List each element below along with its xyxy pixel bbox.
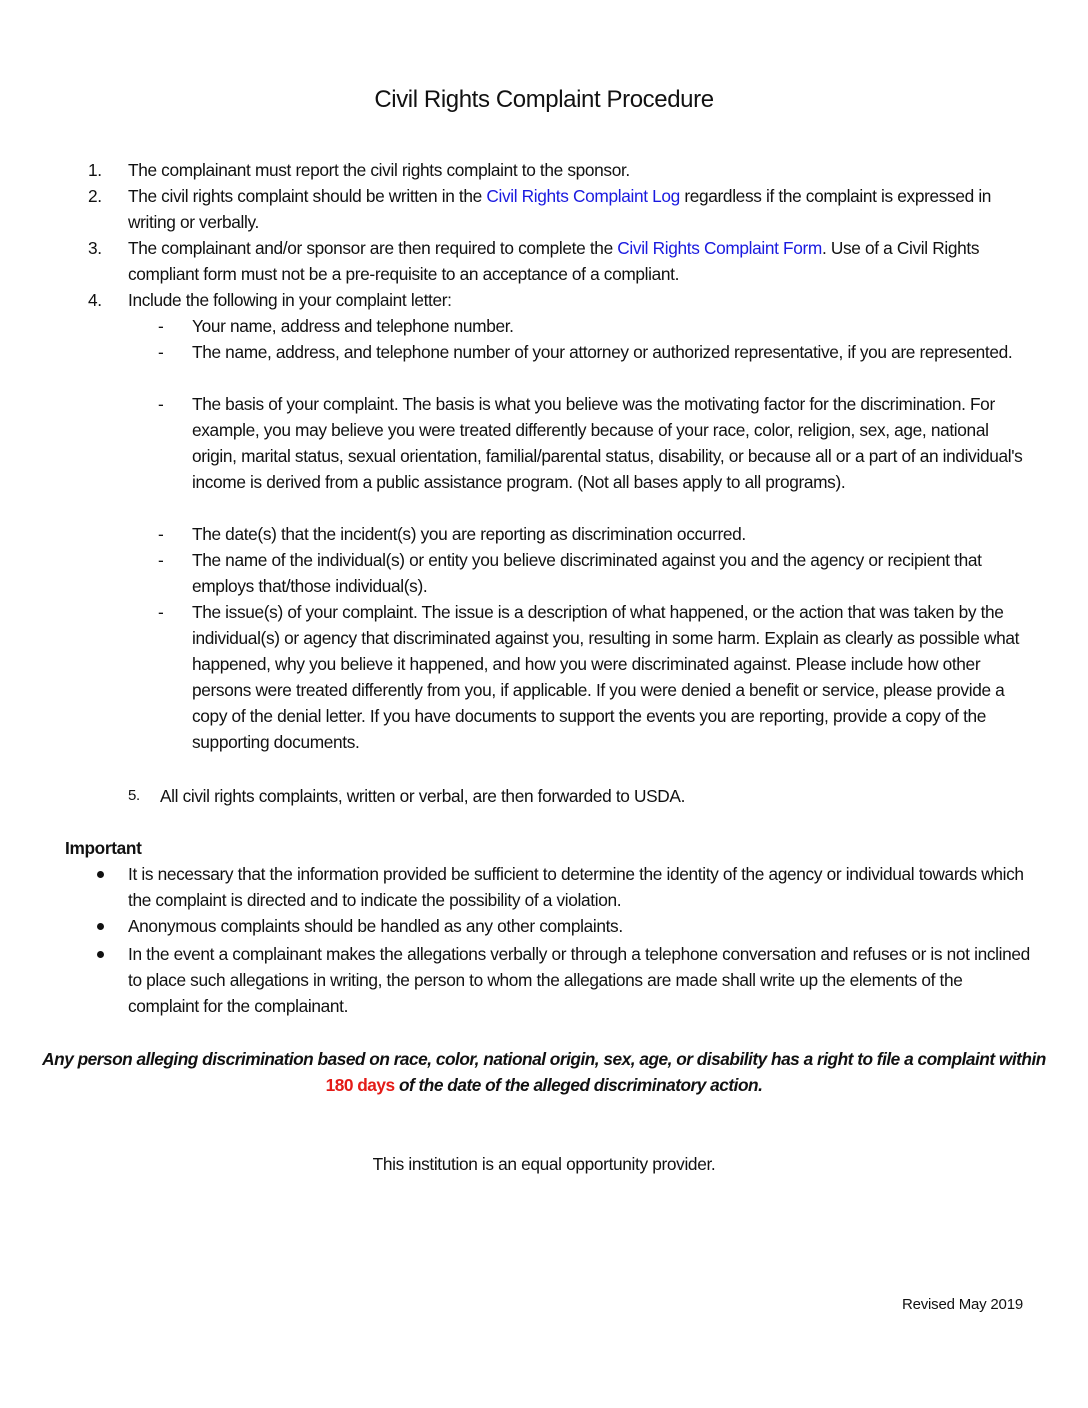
requirement-text: Your name, address and telephone number.	[192, 316, 514, 336]
step-text-part: . Use of a Civil Rights compliant form must not be a pre-requisite to an acceptance of a compliant.	[128, 238, 980, 284]
deadline-highlight: 180 days	[325, 1075, 395, 1095]
bullet-icon	[97, 871, 104, 878]
step-text	[128, 235, 1033, 287]
step-text-part: The complainant and/or sponsor are then required to complete the	[128, 238, 618, 258]
dash-marker: -	[158, 342, 164, 362]
step-number: 5.	[128, 787, 140, 804]
requirement-text: The name of the individual(s) or entity you believe discriminated against you and the agency or recipient that employs that/those individual(s).	[192, 550, 982, 596]
important-heading: Important	[65, 838, 142, 858]
step-number: 1.	[88, 160, 102, 180]
bullet-icon	[97, 951, 104, 958]
dash-marker: -	[158, 394, 164, 414]
bullet-icon	[97, 923, 104, 930]
dash-marker: -	[158, 316, 164, 336]
dash-marker: -	[158, 550, 164, 570]
notice-text: Any person alleging discrimination based on race, color, national origin, sex, age, or disability has a right to file a complaint within	[42, 1049, 1046, 1069]
step-text-part: regardless if the complaint is expressed in writing or verbally.	[128, 186, 992, 232]
step-number: 2.	[88, 186, 102, 206]
step-text	[128, 183, 1033, 235]
equal-opportunity-statement: This institution is an equal opportunity provider.	[372, 1154, 716, 1174]
requirement-text: The date(s) that the incident(s) you are reporting as discrimination occurred.	[192, 524, 746, 544]
bullet-text: In the event a complainant makes the allegations verbally or through a telephone conversation and refuses or is not inclined to place such allegations in writing, the person to whom the allegations are made shall write up the elements of the complaint for the complainant.	[128, 944, 1030, 1016]
complaint-form-link[interactable]: Civil Rights Complaint Form	[617, 238, 822, 258]
bullet-text: Anonymous complaints should be handled as any other complaints.	[128, 916, 623, 936]
step-text: The complainant must report the civil rights complaint to the sponsor.	[128, 160, 630, 180]
dash-marker: -	[158, 524, 164, 544]
notice-text: of the date of the alleged discriminatory action.	[394, 1075, 763, 1095]
filing-deadline-notice	[40, 1046, 1048, 1098]
step-text: Include the following in your complaint letter:	[128, 290, 452, 310]
complaint-log-link[interactable]: Civil Rights Complaint Log	[486, 186, 680, 206]
bullet-text: It is necessary that the information provided be sufficient to determine the identity of the agency or individual towards which the complaint is directed and to indicate the possibility of a violation.	[128, 864, 1024, 910]
requirement-text: The name, address, and telephone number of your attorney or authorized representative, if you are represented.	[192, 342, 1013, 362]
requirement-text: The issue(s) of your complaint. The issue is a description of what happened, or the action that was taken by the individual(s) or agency that discriminated against you, resulting in some harm. Explain as clearly as possible what happened, why you believe it happened, and how you were discriminated against. Please include how other persons were treated differently from you, if applicable. If you were denied a benefit or service, please provide a copy of the denial letter. If you have documents to support the events you are reporting, provide a copy of the supporting documents.	[192, 602, 1020, 752]
step-number: 3.	[88, 238, 102, 258]
dash-marker: -	[158, 602, 164, 622]
step-text-part: The civil rights complaint should be written in the	[128, 186, 487, 206]
step-text: All civil rights complaints, written or verbal, are then forwarded to USDA.	[160, 786, 686, 806]
step-number: 4.	[88, 290, 102, 310]
requirement-text: The basis of your complaint. The basis is what you believe was the motivating factor for the discrimination. For example, you may believe you were treated differently because of your race, color, religion, sex, age, national origin, marital status, sexual orientation, familial/parental status, disability, or because all or a part of an individual's income is derived from a public assistance program. (Not all bases apply to all programs).	[192, 394, 1023, 492]
page-title: Civil Rights Complaint Procedure	[374, 86, 714, 113]
revision-date: Revised May 2019	[901, 1296, 1023, 1313]
